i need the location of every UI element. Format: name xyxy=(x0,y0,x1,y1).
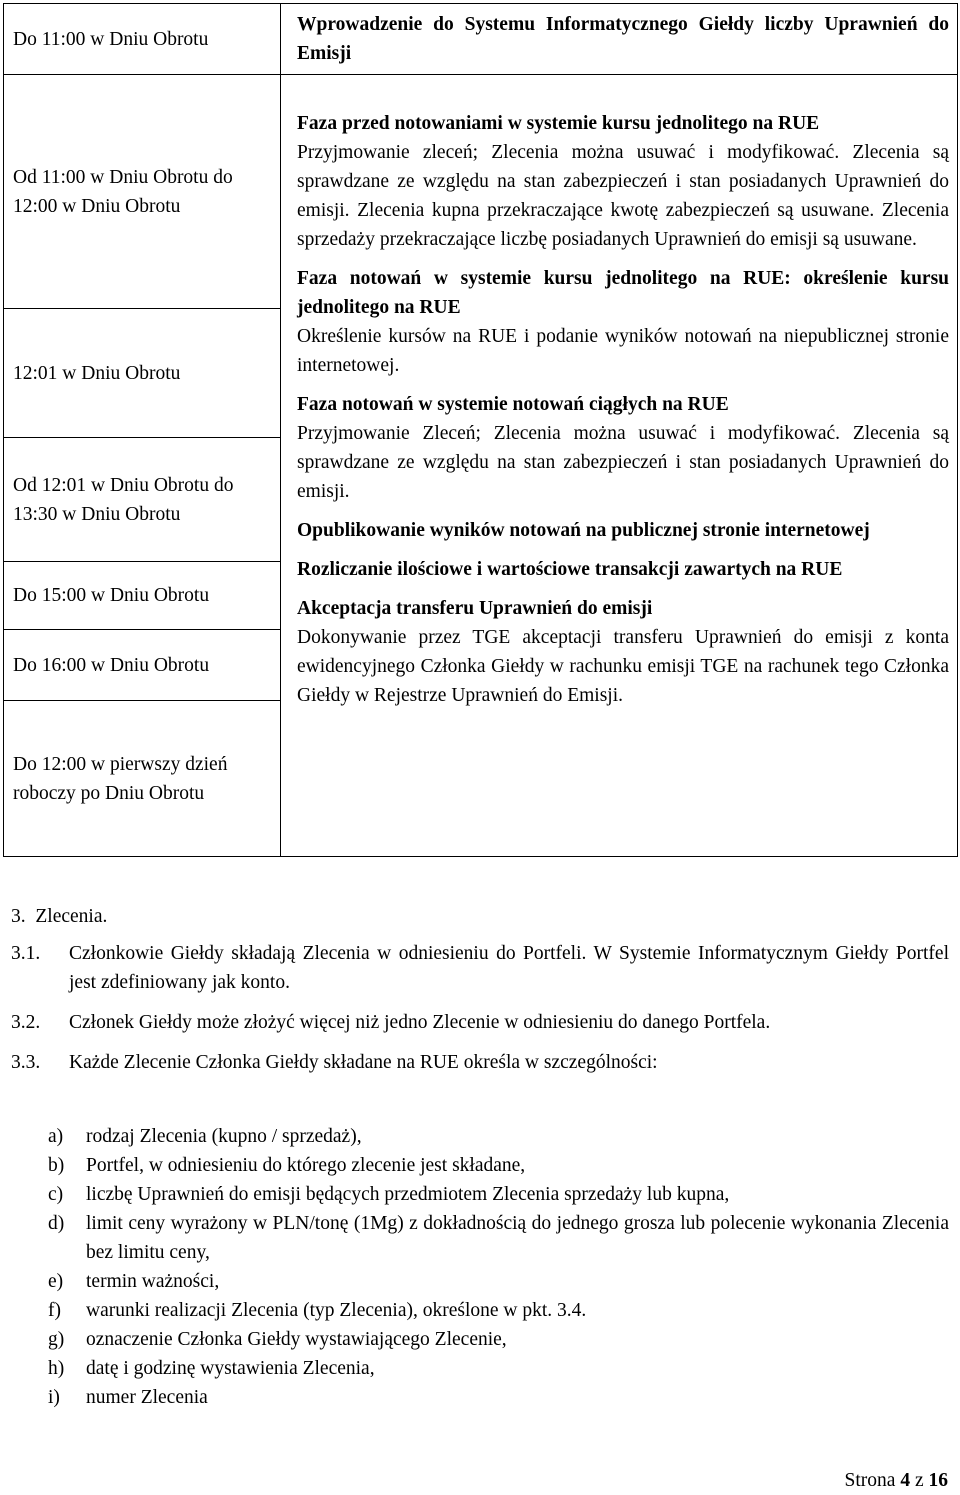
time-text: Od 11:00 w Dniu Obrotu do 12:00 w Dniu Obrotu xyxy=(13,166,233,217)
phase-title: Faza notowań w systemie kursu jednolitego na RUE: określenie kursu jednolitego na RUE xyxy=(297,268,949,318)
phase-text: Dokonywanie przez TGE akceptacji transferu Uprawnień do emisji z konta ewidencyjnego Członka Giełdy w rachunku emisji TGE na rachunek tego Członka Giełdy w Rejestrze Uprawnień do Emisji. xyxy=(297,627,949,706)
time-text: 12:01 w Dniu Obrotu xyxy=(13,362,181,384)
phase-title: Wprowadzenie do Systemu Informatycznego Giełdy liczby Uprawnień do Emisji xyxy=(297,14,949,64)
description-cell xyxy=(281,4,958,75)
page-number: 4 xyxy=(900,1470,911,1491)
list-letter: g) xyxy=(48,1329,65,1350)
time-cell xyxy=(4,438,281,562)
list-item xyxy=(48,1383,949,1412)
page-total: 16 xyxy=(928,1470,948,1491)
paragraph xyxy=(11,939,949,997)
list-letter: a) xyxy=(48,1126,64,1147)
schedule-row xyxy=(4,4,958,75)
list-letter: h) xyxy=(48,1358,65,1379)
section-number: 3. xyxy=(11,906,26,927)
section-title: Zlecenia. xyxy=(35,906,108,927)
orders-section xyxy=(11,902,949,1077)
phase-title: Akceptacja transferu Uprawnień do emisji xyxy=(297,598,653,619)
list-item xyxy=(48,1151,949,1180)
time-text: Do 15:00 w Dniu Obrotu xyxy=(13,585,210,606)
time-cell xyxy=(4,630,281,701)
phase-title: Faza przed notowaniami w systemie kursu jednolitego na RUE xyxy=(297,113,820,134)
phase-title: Faza notowań w systemie notowań ciągłych na RUE xyxy=(297,394,729,415)
list-item xyxy=(48,1296,949,1325)
time-cell xyxy=(4,75,281,309)
list-text: liczbę Uprawnień do emisji będących przedmiotem Zlecenia sprzedaży lub kupna, xyxy=(86,1184,730,1205)
schedule-table xyxy=(3,3,958,857)
list-text: limit ceny wyrażony w PLN/tonę (1Mg) z dokładnością do jednego grosza lub polecenie wykonania Zlecenia bez limitu ceny, xyxy=(86,1213,949,1263)
paragraph xyxy=(11,1048,949,1077)
description-cell xyxy=(281,75,958,857)
list-item xyxy=(48,1180,949,1209)
page-separator: z xyxy=(910,1470,929,1491)
phase-title: Opublikowanie wyników notowań na publicznej stronie internetowej xyxy=(297,520,870,541)
list-item xyxy=(48,1209,949,1267)
paragraph xyxy=(11,1008,949,1037)
time-text: Do 12:00 w pierwszy dzień roboczy po Dniu Obrotu xyxy=(13,753,228,804)
list-text: oznaczenie Członka Giełdy wystawiającego Zlecenie, xyxy=(86,1329,507,1350)
paragraph-number: 3.2. xyxy=(11,1012,41,1033)
list-letter: d) xyxy=(48,1213,65,1234)
section-heading xyxy=(11,902,949,931)
phase-text: Określenie kursów na RUE i podanie wyników notowań na niepublicznej stronie internetowej. xyxy=(297,326,949,376)
list-text: datę i godzinę wystawienia Zlecenia, xyxy=(86,1358,375,1379)
list-item xyxy=(48,1325,949,1354)
paragraph-text: Członkowie Giełdy składają Zlecenia w odniesieniu do Portfeli. W Systemie Informatycznym Giełdy Portfel jest zdefiniowany jak konto. xyxy=(69,943,949,993)
time-text: Od 12:01 w Dniu Obrotu do 13:30 w Dniu Obrotu xyxy=(13,474,234,525)
schedule-row xyxy=(4,75,958,309)
list-text: numer Zlecenia xyxy=(86,1387,208,1408)
time-text: Do 11:00 w Dniu Obrotu xyxy=(13,28,209,50)
list-item xyxy=(48,1267,949,1296)
list-letter: b) xyxy=(48,1155,65,1176)
list-item xyxy=(48,1122,949,1151)
list-text: rodzaj Zlecenia (kupno / sprzedaż), xyxy=(86,1126,362,1147)
order-elements-list xyxy=(48,1122,949,1412)
list-text: termin ważności, xyxy=(86,1271,220,1292)
list-letter: f) xyxy=(48,1300,61,1321)
list-letter: c) xyxy=(48,1184,64,1205)
phase-text: Przyjmowanie zleceń; Zlecenia można usuwać i modyfikować. Zlecenia są sprawdzane ze względu na stan zabezpieczeń i stan posiadanych Uprawnień do emisji. Zlecenia kupna przekraczające kwotę zabezpieczeń są usuwane. Zlecenia sprzedaży przekraczające liczbę posiadanych Uprawnień do emisji są usuwane. xyxy=(297,142,949,250)
page-footer xyxy=(845,1466,948,1495)
time-cell xyxy=(4,309,281,438)
time-text: Do 16:00 w Dniu Obrotu xyxy=(13,654,210,676)
time-cell xyxy=(4,701,281,857)
paragraph-number: 3.1. xyxy=(11,943,41,964)
paragraph-number: 3.3. xyxy=(11,1052,41,1073)
phase-title: Rozliczanie ilościowe i wartościowe transakcji zawartych na RUE xyxy=(297,559,843,580)
time-cell xyxy=(4,4,281,75)
paragraph-text: Członek Giełdy może złożyć więcej niż jedno Zlecenie w odniesieniu do danego Portfela. xyxy=(69,1012,771,1033)
phase-text: Przyjmowanie Zleceń; Zlecenia można usuwać i modyfikować. Zlecenia są sprawdzane ze względu na stan zabezpieczeń i stan posiadanych Uprawnień do emisji. xyxy=(297,423,949,502)
list-letter: e) xyxy=(48,1271,64,1292)
list-text: warunki realizacji Zlecenia (typ Zlecenia), określone w pkt. 3.4. xyxy=(86,1300,587,1321)
page-label: Strona xyxy=(844,1470,901,1491)
time-cell xyxy=(4,562,281,630)
list-text: Portfel, w odniesieniu do którego zlecenie jest składane, xyxy=(86,1155,526,1176)
list-item xyxy=(48,1354,949,1383)
list-letter: i) xyxy=(48,1387,60,1408)
paragraph-text: Każde Zlecenie Członka Giełdy składane na RUE określa w szczególności: xyxy=(69,1052,658,1073)
